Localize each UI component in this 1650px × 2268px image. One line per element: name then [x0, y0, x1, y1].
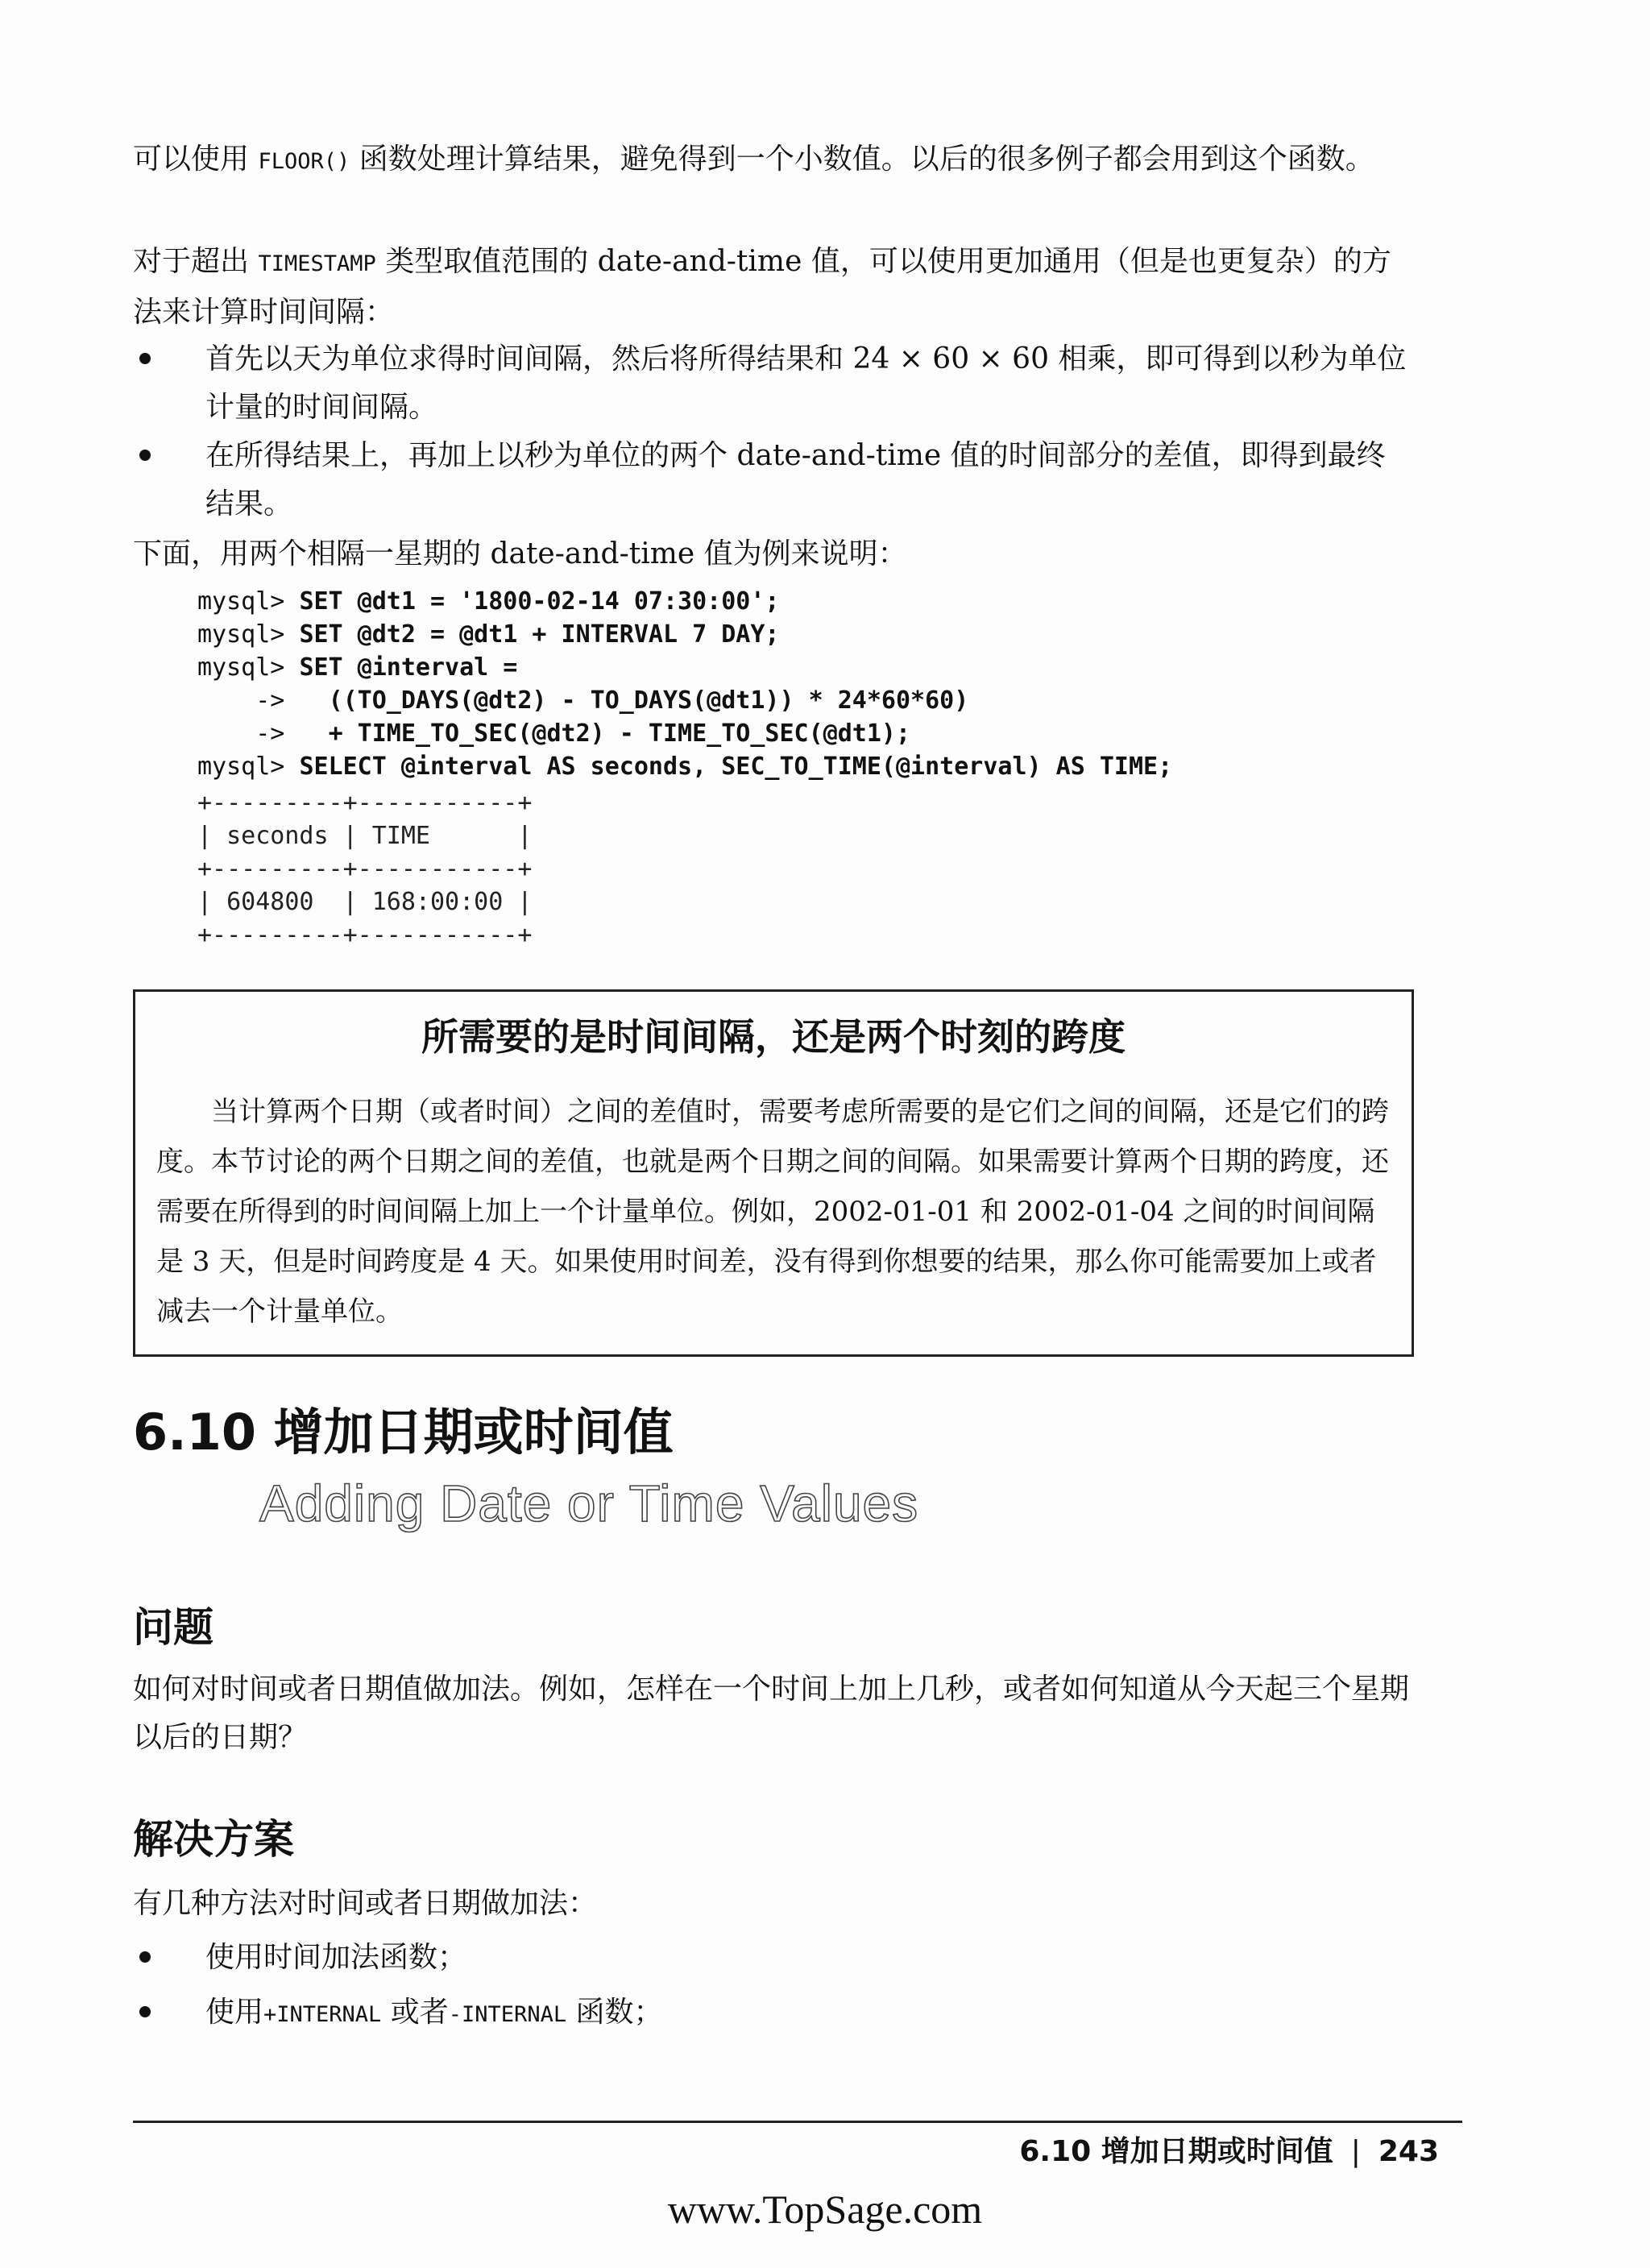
- section-number: 6.10: [133, 1403, 256, 1462]
- code-prompt: mysql>: [197, 653, 300, 682]
- section-subtitle: Adding Date or Time Values: [259, 1474, 919, 1532]
- bullet-item: [133, 432, 1414, 529]
- table-border: +---------+-----------+: [197, 789, 533, 817]
- sidebar-note: [133, 989, 1414, 1357]
- problem-text: 如何对时间或者日期值做加法。例如，怎样在一个时间上加上几秒，或者如何知道从今天起三个星期以后的日期？: [133, 1673, 1410, 1754]
- watermark-url: www.TopSage.com: [667, 2187, 983, 2232]
- bullet-text: 首先以天为单位求得时间间隔，然后将所得结果和 24 × 60 × 60 相乘，即可得到以秒为单位计量的时间间隔。: [205, 342, 1407, 424]
- bullet-text: [205, 1988, 1414, 2039]
- bullet-icon: [139, 353, 151, 364]
- bullet-text: 使用时间加法函数；: [205, 1941, 467, 1974]
- code-line: [197, 750, 1172, 783]
- bullet-icon: [139, 2006, 151, 2017]
- section-title: 增加日期或时间值: [273, 1403, 674, 1462]
- page-number: 243: [1378, 2135, 1439, 2168]
- bullet-item: [133, 1988, 1414, 2039]
- bullet-icon: [139, 1951, 151, 1963]
- code-line: [197, 618, 1172, 651]
- footer-rule: [133, 2121, 1462, 2123]
- problem-heading: 问题: [133, 1604, 214, 1651]
- cell-seconds: 604800: [226, 888, 314, 916]
- code-statement: + TIME_TO_SEC(@dt2) - TIME_TO_SEC(@dt1);: [328, 719, 911, 748]
- code-block: [197, 585, 1172, 783]
- code-prompt: ->: [197, 719, 329, 748]
- text-span: 函数；: [566, 1996, 663, 2029]
- bullet-icon: [139, 450, 151, 461]
- text-span: 使用: [205, 1996, 264, 2029]
- code-prompt: mysql>: [197, 753, 300, 781]
- running-head: 6.10 增加日期或时间值: [1019, 2135, 1333, 2168]
- code-statement: SET @interval =: [299, 653, 518, 682]
- text-span: 类型取值范围的 date-and-time 值，可以使用更加通用（但是也更复杂）的方法来计算时间间隔：: [133, 245, 1391, 329]
- code-statement: SELECT @interval AS seconds, SEC_TO_TIME(@interval) AS TIME;: [299, 753, 1173, 781]
- table-border: +---------+-----------+: [197, 855, 533, 883]
- table-border: +---------+-----------+: [197, 921, 533, 949]
- text-span: 对于超出: [133, 245, 259, 278]
- bullet-item: [133, 335, 1414, 432]
- sidebar-title: 所需要的是时间间隔，还是两个时刻的跨度: [421, 1015, 1126, 1059]
- code-line: [197, 585, 1172, 618]
- text-span: 或者: [381, 1996, 449, 2029]
- text-span: 可以使用: [133, 143, 259, 176]
- result-table: [197, 786, 532, 952]
- code-line: [197, 651, 1172, 684]
- cell-time: 168:00:00: [371, 888, 504, 916]
- bullet-text: 在所得结果上，再加上以秒为单位的两个 date-and-time 值的时间部分的差值，即得到最终结果。: [205, 439, 1386, 520]
- table-header-row: | seconds | TIME |: [197, 822, 533, 850]
- code-line: [197, 684, 1172, 717]
- column-header-time: TIME: [371, 822, 430, 850]
- inline-code-minus-internal: -INTERNAL: [448, 2002, 567, 2027]
- bullet-item: [133, 1934, 1414, 1982]
- text-span: 函数处理计算结果，避免得到一个小数值。以后的很多例子都会用到这个函数。: [350, 143, 1374, 176]
- solution-intro: 有几种方法对时间或者日期做加法：: [133, 1887, 598, 1920]
- section-heading: [133, 1400, 674, 1465]
- code-prompt: mysql>: [197, 620, 300, 649]
- code-line: [197, 717, 1172, 750]
- table-row: | 604800 | 168:00:00 |: [197, 888, 533, 916]
- code-statement: SET @dt2 = @dt1 + INTERVAL 7 DAY;: [299, 620, 780, 649]
- code-prompt: mysql>: [197, 587, 300, 616]
- running-footer: [1019, 2132, 1439, 2172]
- code-statement: SET @dt1 = '1800-02-14 07:30:00';: [299, 587, 780, 616]
- inline-code-plus-internal: +INTERNAL: [263, 2002, 382, 2027]
- column-header-seconds: seconds: [226, 822, 329, 850]
- intro-paragraph-timestamp: [133, 238, 1414, 337]
- intro-paragraph-floor: [133, 135, 1414, 186]
- solution-heading: 解决方案: [133, 1816, 294, 1863]
- example-intro: 下面，用两个相隔一星期的 date-and-time 值为例来说明：: [133, 537, 907, 570]
- inline-code-floor: FLOOR(): [258, 149, 350, 174]
- footer-separator: |: [1350, 2135, 1361, 2168]
- inline-code-timestamp: TIMESTAMP: [258, 251, 376, 276]
- code-prompt: ->: [197, 686, 329, 715]
- code-statement: ((TO_DAYS(@dt2) - TO_DAYS(@dt1)) * 24*60*60): [328, 686, 969, 715]
- sidebar-body: 当计算两个日期（或者时间）之间的差值时，需要考虑所需要的是它们之间的间隔，还是它们的跨度。本节讨论的两个日期之间的差值，也就是两个日期之间的间隔。如果需要计算两个日期的跨度，还需要在所得到的时间间隔上加上一个计量单位。例如，2002-01-01 和 2002-01-04 之间的时间间隔是 3 天，但是时间跨度是 4 天。如果使用时间差，没有得到你想要的结果，那么你可能需要加上或者减去一个计量单位。: [156, 1096, 1389, 1328]
